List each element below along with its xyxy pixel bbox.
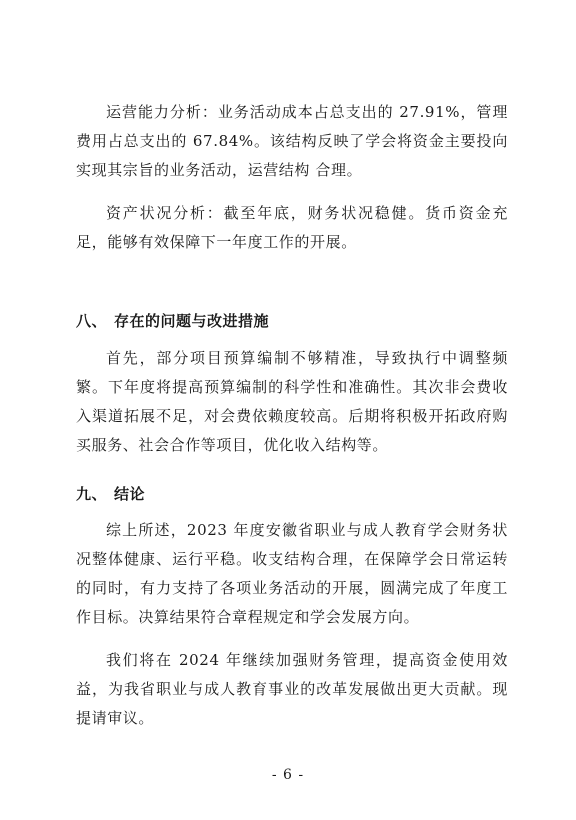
issues-paragraph: 首先，部分项目预算编制不够精准，导致执行中调整频繁。下年度将提高预算编制的科学性和准确性。其次非会费收入渠道拓展不足，对会费依赖度较高。后期将积极开拓政府购买服务、社会合作等项目，优化收入结构等。 bbox=[76, 349, 508, 454]
section-number: 八、 bbox=[76, 312, 108, 330]
closing-paragraph: 我们将在 2024 年继续加强财务管理，提高资金使用效益，为我省职业与成人教育事业的改革发展做出更大贡献。现提请审议。 bbox=[76, 651, 508, 727]
page-number: - 6 - bbox=[271, 767, 305, 783]
section-heading-issues bbox=[76, 311, 269, 331]
section-title: 存在的问题与改进措施 bbox=[114, 312, 270, 330]
asset-status-paragraph: 资产状况分析：截至年底，财务状况稳健。货币资金充足，能够有效保障下一年度工作的开展。 bbox=[76, 204, 508, 251]
conclusion-paragraph: 综上所述，2023 年度安徽省职业与成人教育学会财务状况整体健康、运行平稳。收支结构合理，在保障学会日常运转的同时，有力支持了各项业务活动的开展，圆满完成了年度工作目标。决算结果符合章程规定和学会发展方向。 bbox=[76, 521, 508, 626]
section-heading-conclusion bbox=[76, 484, 145, 504]
operating-analysis-paragraph: 运营能力分析：业务活动成本占总支出的 27.91%，管理费用占总支出的 67.84%。该结构反映了学会将资金主要投向实现其宗旨的业务活动，运营结构 合理。 bbox=[76, 103, 508, 179]
section-title: 结论 bbox=[114, 485, 146, 503]
section-number: 九、 bbox=[76, 485, 108, 503]
